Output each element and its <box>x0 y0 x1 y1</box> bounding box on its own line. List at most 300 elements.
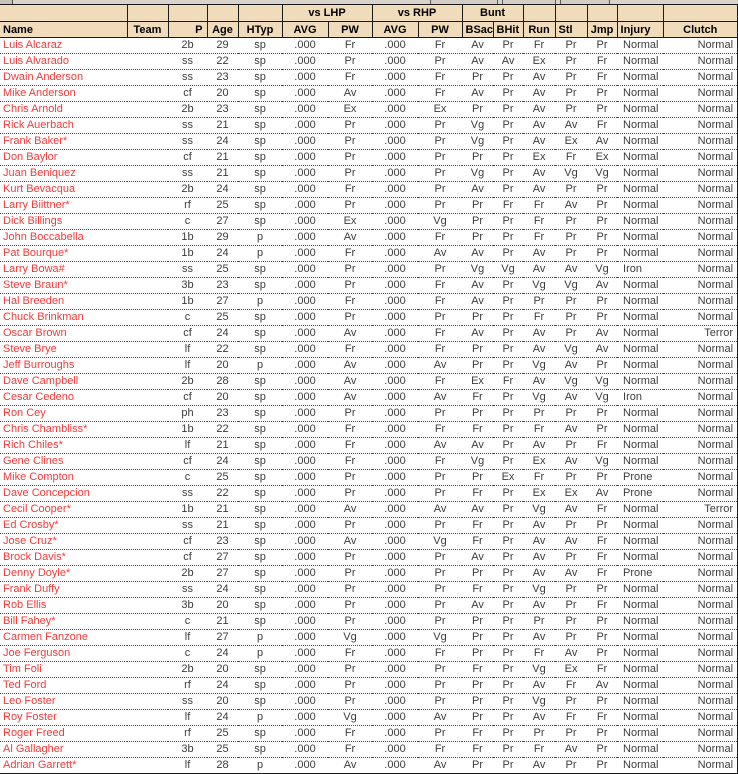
cell-lhp-avg: .000 <box>282 246 328 262</box>
cell-lhp-pw: Pr <box>328 166 372 182</box>
cell-lhp-avg: .000 <box>282 278 328 294</box>
cell-htyp: sp <box>238 470 282 486</box>
cell-clutch: Normal <box>663 454 738 470</box>
cell-bhit: Pr <box>493 454 523 470</box>
cell-rhp-pw: Pr <box>418 134 462 150</box>
cell-team <box>127 566 168 582</box>
player-row <box>0 630 738 646</box>
cell-run: Fr <box>523 742 555 758</box>
cell-stl: Vg <box>555 374 587 390</box>
cell-clutch: Normal <box>663 678 738 694</box>
player-name-cell[interactable]: Don Baylor <box>0 150 127 166</box>
cell-clutch: Normal <box>663 758 738 774</box>
player-name-cell[interactable]: Dwain Anderson <box>0 70 127 86</box>
cell-jmp: Fr <box>587 566 617 582</box>
cell-rhp-pw: Pr <box>418 566 462 582</box>
cell-lhp-avg: .000 <box>282 534 328 550</box>
player-name-cell[interactable]: Jeff Burroughs <box>0 358 127 374</box>
player-name-cell[interactable]: Rob Ellis <box>0 598 127 614</box>
cell-bsac: Fr <box>462 742 493 758</box>
cell-pos: 3b <box>168 278 207 294</box>
cell-lhp-pw: Pr <box>328 614 372 630</box>
cell-htyp: sp <box>238 422 282 438</box>
player-name-cell[interactable]: Chris Chambliss* <box>0 422 127 438</box>
cell-bsac: Pr <box>462 230 493 246</box>
player-name-cell[interactable]: Mike Compton <box>0 470 127 486</box>
cell-jmp: Pr <box>587 422 617 438</box>
cell-lhp-avg: .000 <box>282 518 328 534</box>
cell-team <box>127 662 168 678</box>
cell-bhit: Pr <box>493 118 523 134</box>
cell-rhp-avg: .000 <box>372 406 418 422</box>
cell-team <box>127 326 168 342</box>
column-header-run[interactable]: Run <box>523 22 555 38</box>
cell-pos: cf <box>168 534 207 550</box>
cell-team <box>127 198 168 214</box>
cell-run: Pr <box>523 726 555 742</box>
player-name-cell[interactable]: Juan Beniquez <box>0 166 127 182</box>
cell-lhp-pw: Fr <box>328 246 372 262</box>
cell-bsac: Fr <box>462 582 493 598</box>
cell-bsac: Av <box>462 438 493 454</box>
player-name-cell[interactable]: Frank Duffy <box>0 582 127 598</box>
player-name-cell[interactable]: Ted Ford <box>0 678 127 694</box>
cell-injury: Normal <box>617 550 663 566</box>
cell-rhp-pw: Fr <box>418 38 462 54</box>
cell-team <box>127 358 168 374</box>
player-name-cell[interactable]: Brock Davis* <box>0 550 127 566</box>
cell-bhit: Pr <box>493 502 523 518</box>
cell-htyp: sp <box>238 566 282 582</box>
player-name-cell[interactable]: Gene Clines <box>0 454 127 470</box>
player-name-cell[interactable]: Carmen Fanzone <box>0 630 127 646</box>
column-header-bsac[interactable]: BSac <box>462 22 493 38</box>
cell-injury: Normal <box>617 374 663 390</box>
column-header-team[interactable]: Team <box>127 22 168 38</box>
cell-injury: Normal <box>617 454 663 470</box>
cell-htyp: p <box>238 230 282 246</box>
cell-team <box>127 422 168 438</box>
cell-injury: Normal <box>617 598 663 614</box>
cell-jmp: Pr <box>587 294 617 310</box>
group-header-vs-rhp: vs RHP <box>372 5 462 22</box>
cell-rhp-pw: Pr <box>418 182 462 198</box>
cell-htyp: p <box>238 358 282 374</box>
cell-bhit: Pr <box>493 598 523 614</box>
cell-team <box>127 278 168 294</box>
cell-bhit: Pr <box>493 566 523 582</box>
player-row <box>0 422 738 438</box>
cell-jmp: Pr <box>587 246 617 262</box>
player-name-cell[interactable]: Chris Arnold <box>0 102 127 118</box>
cell-run: Vg <box>523 662 555 678</box>
cell-clutch: Normal <box>663 246 738 262</box>
cell-pos: 3b <box>168 598 207 614</box>
cell-lhp-avg: .000 <box>282 694 328 710</box>
group-header-blank <box>663 5 738 22</box>
cell-lhp-pw: Pr <box>328 486 372 502</box>
cell-rhp-pw: Pr <box>418 726 462 742</box>
cell-bsac: Pr <box>462 614 493 630</box>
cell-jmp: Fr <box>587 70 617 86</box>
cell-run: Av <box>523 86 555 102</box>
cell-team <box>127 582 168 598</box>
cell-rhp-avg: .000 <box>372 198 418 214</box>
cell-rhp-avg: .000 <box>372 710 418 726</box>
column-header-pos[interactable]: P <box>168 22 207 38</box>
cell-bhit: Pr <box>493 518 523 534</box>
player-name-cell[interactable]: Dick Billings <box>0 214 127 230</box>
column-header-bhit[interactable]: BHit <box>493 22 523 38</box>
cell-rhp-pw: Pr <box>418 262 462 278</box>
player-row <box>0 214 738 230</box>
cell-team <box>127 678 168 694</box>
cell-lhp-avg: .000 <box>282 70 328 86</box>
cell-team <box>127 710 168 726</box>
player-row <box>0 294 738 310</box>
player-name-cell[interactable]: Roy Foster <box>0 710 127 726</box>
player-name-cell[interactable]: Rick Auerbach <box>0 118 127 134</box>
cell-rhp-pw: Pr <box>418 150 462 166</box>
cell-clutch: Normal <box>663 518 738 534</box>
cell-age: 20 <box>207 598 238 614</box>
cell-stl: Ex <box>555 486 587 502</box>
column-header-injury[interactable]: Injury <box>617 22 663 38</box>
cell-rhp-pw: Vg <box>418 214 462 230</box>
cell-bsac: Fr <box>462 534 493 550</box>
player-name-cell[interactable]: Ron Cey <box>0 406 127 422</box>
column-header-clutch[interactable]: Clutch <box>663 22 738 38</box>
cell-team <box>127 758 168 774</box>
cell-age: 24 <box>207 182 238 198</box>
cell-rhp-avg: .000 <box>372 598 418 614</box>
cell-lhp-pw: Fr <box>328 454 372 470</box>
cell-clutch: Normal <box>663 86 738 102</box>
cell-lhp-avg: .000 <box>282 662 328 678</box>
column-header-htyp[interactable]: HTyp <box>238 22 282 38</box>
cell-team <box>127 614 168 630</box>
player-name-cell[interactable]: Kurt Bevacqua <box>0 182 127 198</box>
player-name-cell[interactable]: Frank Baker* <box>0 134 127 150</box>
player-name-cell[interactable]: John Boccabella <box>0 230 127 246</box>
cell-rhp-avg: .000 <box>372 694 418 710</box>
player-name-cell[interactable]: Cesar Cedeno <box>0 390 127 406</box>
cell-run: Pr <box>523 406 555 422</box>
cell-jmp: Pr <box>587 230 617 246</box>
cell-bsac: Pr <box>462 102 493 118</box>
cell-stl: Pr <box>555 246 587 262</box>
cell-lhp-avg: .000 <box>282 262 328 278</box>
cell-bsac: Av <box>462 182 493 198</box>
cell-htyp: sp <box>238 262 282 278</box>
cell-run: Fr <box>523 198 555 214</box>
cell-jmp: Pr <box>587 726 617 742</box>
player-row <box>0 262 738 278</box>
cell-pos: cf <box>168 150 207 166</box>
cell-bsac: Pr <box>462 214 493 230</box>
cell-jmp: Av <box>587 342 617 358</box>
cell-bsac: Fr <box>462 662 493 678</box>
cell-injury: Normal <box>617 678 663 694</box>
cell-lhp-pw: Pr <box>328 598 372 614</box>
cell-stl: Fr <box>555 678 587 694</box>
cell-stl: Pr <box>555 694 587 710</box>
column-header-jmp[interactable]: Jmp <box>587 22 617 38</box>
cell-stl: Av <box>555 742 587 758</box>
cell-run: Fr <box>523 214 555 230</box>
cell-rhp-pw: Pr <box>418 486 462 502</box>
cell-htyp: sp <box>238 374 282 390</box>
cell-bsac: Vg <box>462 262 493 278</box>
group-header-vs-lhp: vs LHP <box>282 5 372 22</box>
cell-stl: Pr <box>555 310 587 326</box>
cell-stl: Pr <box>555 294 587 310</box>
cell-lhp-avg: .000 <box>282 390 328 406</box>
player-name-cell[interactable]: Larry Biittner* <box>0 198 127 214</box>
player-row <box>0 54 738 70</box>
cell-run: Ex <box>523 486 555 502</box>
cell-bhit: Pr <box>493 358 523 374</box>
cell-stl: Pr <box>555 38 587 54</box>
cell-jmp: Av <box>587 678 617 694</box>
cell-run: Fr <box>523 646 555 662</box>
player-name-cell[interactable]: Al Gallagher <box>0 742 127 758</box>
cell-rhp-avg: .000 <box>372 118 418 134</box>
cell-stl: Av <box>555 422 587 438</box>
player-rows <box>0 38 738 774</box>
cell-rhp-avg: .000 <box>372 486 418 502</box>
group-header-bunt: Bunt <box>462 5 523 22</box>
cell-pos: 2b <box>168 38 207 54</box>
cell-rhp-pw: Vg <box>418 534 462 550</box>
cell-stl: Pr <box>555 470 587 486</box>
player-row <box>0 134 738 150</box>
cell-htyp: sp <box>238 438 282 454</box>
cell-injury: Normal <box>617 614 663 630</box>
cell-bsac: Pr <box>462 70 493 86</box>
cell-lhp-avg: .000 <box>282 38 328 54</box>
cell-bhit: Pr <box>493 534 523 550</box>
cell-run: Fr <box>523 310 555 326</box>
column-header-rhp-pw[interactable]: PW <box>418 22 462 38</box>
cell-htyp: sp <box>238 118 282 134</box>
cell-stl: Pr <box>555 70 587 86</box>
cell-lhp-avg: .000 <box>282 758 328 774</box>
column-header-lhp-pw[interactable]: PW <box>328 22 372 38</box>
cell-team <box>127 38 168 54</box>
cell-rhp-avg: .000 <box>372 262 418 278</box>
cell-pos: ss <box>168 166 207 182</box>
player-row <box>0 486 738 502</box>
cell-htyp: sp <box>238 550 282 566</box>
cell-bhit: Pr <box>493 102 523 118</box>
cell-run: Pr <box>523 294 555 310</box>
player-name-cell[interactable]: Steve Braun* <box>0 278 127 294</box>
cell-lhp-pw: Pr <box>328 694 372 710</box>
cell-bsac: Av <box>462 550 493 566</box>
cell-lhp-avg: .000 <box>282 678 328 694</box>
cell-lhp-avg: .000 <box>282 598 328 614</box>
cell-bhit: Pr <box>493 134 523 150</box>
cell-pos: 2b <box>168 374 207 390</box>
cell-team <box>127 470 168 486</box>
player-name-cell[interactable]: Rich Chiles* <box>0 438 127 454</box>
group-header-blank <box>587 5 617 22</box>
cell-jmp: Av <box>587 486 617 502</box>
cell-injury: Normal <box>617 102 663 118</box>
player-name-cell[interactable]: Bill Fahey* <box>0 614 127 630</box>
cell-team <box>127 70 168 86</box>
player-name-cell[interactable]: Pat Bourque* <box>0 246 127 262</box>
cell-jmp: Pr <box>587 358 617 374</box>
cell-run: Av <box>523 438 555 454</box>
cell-lhp-pw: Pr <box>328 134 372 150</box>
cell-injury: Normal <box>617 358 663 374</box>
player-name-cell[interactable]: Jose Cruz* <box>0 534 127 550</box>
player-row <box>0 470 738 486</box>
cell-clutch: Normal <box>663 230 738 246</box>
player-name-cell[interactable]: Steve Brye <box>0 342 127 358</box>
cell-lhp-avg: .000 <box>282 646 328 662</box>
cell-bhit: Pr <box>493 614 523 630</box>
cell-injury: Normal <box>617 694 663 710</box>
cell-jmp: Fr <box>587 118 617 134</box>
cell-lhp-pw: Fr <box>328 726 372 742</box>
cell-clutch: Normal <box>663 710 738 726</box>
player-name-cell[interactable]: Cecil Cooper* <box>0 502 127 518</box>
player-name-cell[interactable]: Joe Ferguson <box>0 646 127 662</box>
player-row <box>0 118 738 134</box>
cell-team <box>127 166 168 182</box>
cell-lhp-avg: .000 <box>282 54 328 70</box>
cell-pos: rf <box>168 678 207 694</box>
column-header-stl[interactable]: Stl <box>555 22 587 38</box>
cell-pos: lf <box>168 758 207 774</box>
cell-clutch: Normal <box>663 694 738 710</box>
cell-stl: Av <box>555 118 587 134</box>
cell-htyp: sp <box>238 694 282 710</box>
cell-rhp-avg: .000 <box>372 614 418 630</box>
cell-pos: ss <box>168 694 207 710</box>
cell-lhp-pw: Vg <box>328 630 372 646</box>
cell-pos: ss <box>168 486 207 502</box>
cell-run: Av <box>523 710 555 726</box>
player-name-cell[interactable]: Adrian Garrett* <box>0 758 127 774</box>
cell-injury: Normal <box>617 406 663 422</box>
column-header-name[interactable]: Name <box>0 22 127 38</box>
player-name-cell[interactable]: Leo Foster <box>0 694 127 710</box>
group-header-blank <box>127 5 168 22</box>
cell-rhp-avg: .000 <box>372 134 418 150</box>
cell-lhp-pw: Av <box>328 374 372 390</box>
cell-clutch: Normal <box>663 54 738 70</box>
cell-run: Vg <box>523 582 555 598</box>
cell-team <box>127 726 168 742</box>
cell-age: 25 <box>207 198 238 214</box>
cell-injury: Normal <box>617 710 663 726</box>
player-name-cell[interactable]: Larry Bowa# <box>0 262 127 278</box>
cell-htyp: sp <box>238 534 282 550</box>
column-header-lhp-avg[interactable]: AVG <box>282 22 328 38</box>
cell-injury: Normal <box>617 726 663 742</box>
cell-rhp-avg: .000 <box>372 294 418 310</box>
player-name-cell[interactable]: Denny Doyle* <box>0 566 127 582</box>
cell-pos: ss <box>168 582 207 598</box>
cell-injury: Prone <box>617 566 663 582</box>
cell-bhit: Pr <box>493 230 523 246</box>
cell-pos: cf <box>168 550 207 566</box>
cell-rhp-avg: .000 <box>372 150 418 166</box>
player-name-cell[interactable]: Dave Concepcion <box>0 486 127 502</box>
cell-stl: Fr <box>555 150 587 166</box>
player-name-cell[interactable]: Roger Freed <box>0 726 127 742</box>
cell-lhp-avg: .000 <box>282 294 328 310</box>
cell-rhp-pw: Pr <box>418 582 462 598</box>
cell-stl: Av <box>555 390 587 406</box>
cell-clutch: Normal <box>663 726 738 742</box>
cell-team <box>127 646 168 662</box>
cell-injury: Prone <box>617 470 663 486</box>
cell-htyp: sp <box>238 182 282 198</box>
cell-htyp: p <box>238 758 282 774</box>
cell-stl: Av <box>555 454 587 470</box>
cell-injury: Normal <box>617 70 663 86</box>
cell-jmp: Fr <box>587 534 617 550</box>
column-header-rhp-avg[interactable]: AVG <box>372 22 418 38</box>
cell-bhit: Pr <box>493 342 523 358</box>
cell-htyp: sp <box>238 102 282 118</box>
player-row <box>0 166 738 182</box>
player-name-cell[interactable]: Luis Alcaraz <box>0 38 127 54</box>
cell-clutch: Normal <box>663 374 738 390</box>
cell-jmp: Pr <box>587 182 617 198</box>
cell-bhit: Pr <box>493 326 523 342</box>
cell-age: 20 <box>207 86 238 102</box>
cell-age: 24 <box>207 454 238 470</box>
player-name-cell[interactable]: Luis Alvarado <box>0 54 127 70</box>
player-name-cell[interactable]: Oscar Brown <box>0 326 127 342</box>
cell-rhp-avg: .000 <box>372 214 418 230</box>
cell-rhp-avg: .000 <box>372 246 418 262</box>
cell-bhit: Pr <box>493 486 523 502</box>
cell-injury: Normal <box>617 582 663 598</box>
cell-rhp-pw: Pr <box>418 550 462 566</box>
cell-jmp: Pr <box>587 214 617 230</box>
player-row <box>0 38 738 54</box>
cell-bhit: Pr <box>493 422 523 438</box>
cell-team <box>127 134 168 150</box>
cell-bhit: Av <box>493 54 523 70</box>
player-name-cell[interactable]: Mike Anderson <box>0 86 127 102</box>
player-name-cell[interactable]: Tim Foli <box>0 662 127 678</box>
cell-age: 23 <box>207 102 238 118</box>
cell-htyp: sp <box>238 150 282 166</box>
cell-pos: 2b <box>168 182 207 198</box>
cell-htyp: sp <box>238 582 282 598</box>
player-name-cell[interactable]: Chuck Brinkman <box>0 310 127 326</box>
cell-lhp-pw: Fr <box>328 438 372 454</box>
cell-clutch: Normal <box>663 390 738 406</box>
player-name-cell[interactable]: Dave Campbell <box>0 374 127 390</box>
cell-age: 27 <box>207 294 238 310</box>
column-header-age[interactable]: Age <box>207 22 238 38</box>
cell-age: 25 <box>207 470 238 486</box>
player-name-cell[interactable]: Ed Crosby* <box>0 518 127 534</box>
cell-lhp-avg: .000 <box>282 710 328 726</box>
player-name-cell[interactable]: Hal Breeden <box>0 294 127 310</box>
cell-lhp-avg: .000 <box>282 102 328 118</box>
cell-lhp-pw: Ex <box>328 102 372 118</box>
